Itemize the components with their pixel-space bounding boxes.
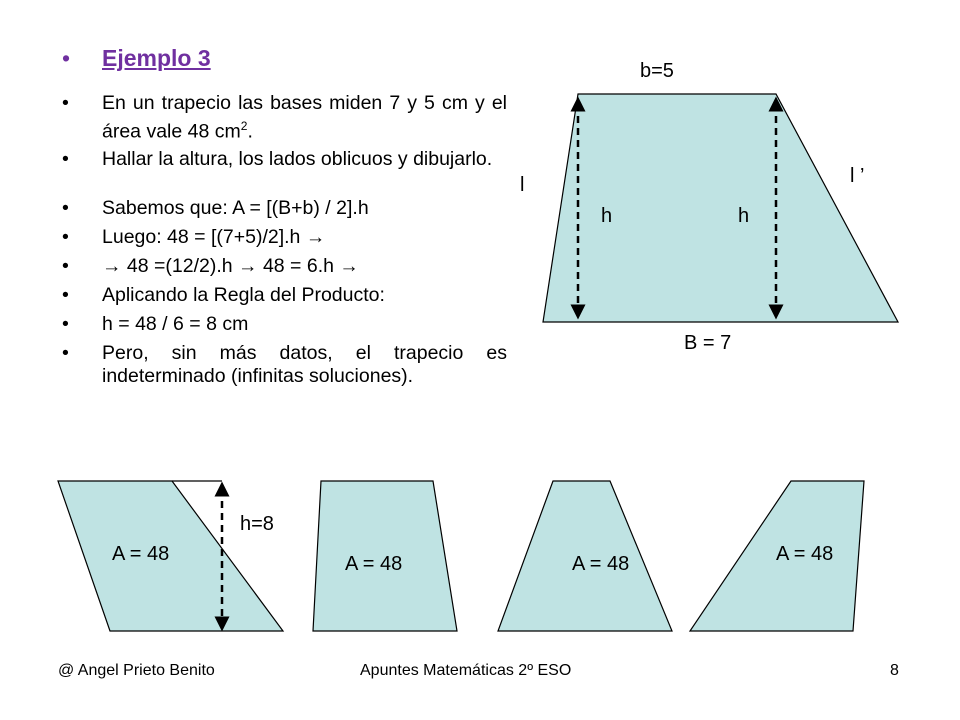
bullet-statement-end: .: [247, 120, 253, 143]
bullet-substitution: • Luego: 48 = [(7+5)/2].h →: [62, 226, 507, 249]
bullet-formula: • Sabemos que: A = [(B+b) / 2].h: [62, 197, 507, 220]
bullet-task: • Hallar la altura, los lados oblicuos y dibujarlo.: [62, 148, 507, 171]
left-side-label: l: [520, 174, 525, 196]
bullet-product-rule: • Aplicando la Regla del Producto:: [62, 284, 507, 307]
example-trapezoid-1: [58, 481, 283, 631]
bullet-statement-text: En un trapecio las bases miden 7 y 5 cm y el área vale 48 cm: [102, 92, 507, 143]
bottom-base-label: B = 7: [684, 332, 732, 354]
example-4-area-label: A = 48: [776, 543, 834, 565]
footer-page-number: 8: [890, 662, 899, 679]
example-2-area-label: A = 48: [345, 553, 403, 575]
height-label-left: h: [601, 205, 613, 227]
top-base-label: b=5: [640, 60, 674, 82]
bullet-simplification: • → 48 =(12/2).h → 48 = 6.h →: [62, 255, 507, 278]
example-3-area-label: A = 48: [572, 553, 630, 575]
bullet-conclusion: • Pero, sin más datos, el trapecio es indeterminado (infinitas soluciones).: [62, 342, 507, 388]
bullet-height-result: • h = 48 / 6 = 8 cm: [62, 313, 507, 336]
height-label-right: h: [738, 205, 750, 227]
footer-author: @ Angel Prieto Benito: [58, 662, 215, 679]
slide-heading: Ejemplo 3: [102, 45, 211, 71]
squared-superscript: 2: [240, 119, 248, 133]
example-1-height-label: h=8: [240, 513, 274, 535]
footer-course: Apuntes Matemáticas 2º ESO: [360, 662, 572, 679]
right-side-label: l ’: [850, 165, 865, 187]
main-trapezoid: [543, 94, 898, 322]
example-1-area-label: A = 48: [112, 543, 170, 565]
